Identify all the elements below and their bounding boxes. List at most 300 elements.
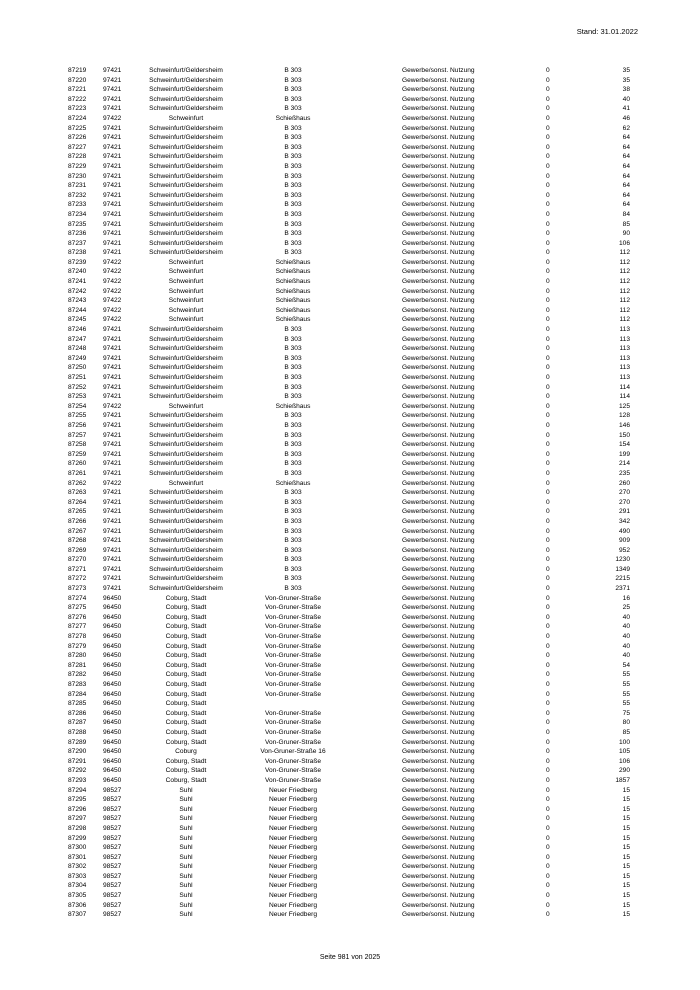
row-id: 87246 <box>68 326 87 334</box>
street: B 303 <box>284 191 302 199</box>
municipality: Schweinfurt/Geldersheim <box>149 489 223 497</box>
zero-value: 0 <box>546 297 550 305</box>
postal-code: 96450 <box>103 700 122 708</box>
size-value: 214 <box>618 460 630 468</box>
municipality: Schweinfurt/Geldersheim <box>149 537 223 545</box>
postal-code: 97421 <box>103 537 122 545</box>
size-value: 113 <box>619 326 630 334</box>
table-row <box>0 824 700 834</box>
table-row <box>0 373 700 383</box>
row-id: 87275 <box>68 604 87 612</box>
street: Von-Gruner-Straße <box>264 738 322 746</box>
municipality: Suhl <box>179 834 193 842</box>
zero-value: 0 <box>546 67 550 74</box>
postal-code: 96450 <box>103 671 122 679</box>
size-value: 146 <box>618 421 630 429</box>
zero-value: 0 <box>546 901 550 909</box>
table-row <box>0 881 700 891</box>
table-row <box>0 699 700 709</box>
size-value: 15 <box>622 834 630 842</box>
usage-type: Gewerbe/sonst. Nutzung <box>402 661 475 669</box>
street: B 303 <box>284 565 302 573</box>
postal-code: 97422 <box>103 278 122 286</box>
row-id: 87307 <box>68 911 87 919</box>
row-id: 87242 <box>68 287 87 295</box>
municipality: Schweinfurt/Geldersheim <box>149 172 223 180</box>
street: B 303 <box>284 124 302 132</box>
table-row <box>0 133 700 143</box>
zero-value: 0 <box>546 230 550 238</box>
municipality: Coburg <box>175 748 197 756</box>
usage-type: Gewerbe/sonst. Nutzung <box>402 364 475 372</box>
row-id: 87256 <box>68 421 87 429</box>
municipality: Coburg, Stadt <box>165 652 207 660</box>
municipality: Schweinfurt/Geldersheim <box>149 105 223 113</box>
usage-type: Gewerbe/sonst. Nutzung <box>402 508 475 516</box>
row-id: 87264 <box>68 498 87 506</box>
zero-value: 0 <box>546 738 550 746</box>
zero-value: 0 <box>546 681 550 688</box>
row-id: 87225 <box>68 124 87 132</box>
usage-type: Gewerbe/sonst. Nutzung <box>402 613 475 621</box>
street: B 303 <box>284 364 302 372</box>
municipality: Schweinfurt/Geldersheim <box>149 182 223 190</box>
table-row <box>0 555 700 565</box>
size-value: 55 <box>622 700 630 708</box>
size-value: 1857 <box>615 776 630 784</box>
usage-type: Gewerbe/sonst. Nutzung <box>402 834 475 842</box>
usage-type: Gewerbe/sonst. Nutzung <box>402 594 475 602</box>
zero-value: 0 <box>546 671 550 679</box>
street: Von-Gruner-Straße <box>264 690 322 698</box>
postal-code: 96450 <box>103 709 122 717</box>
usage-type: Gewerbe/sonst. Nutzung <box>402 585 475 593</box>
municipality: Schweinfurt/Geldersheim <box>149 354 223 362</box>
table-row <box>0 527 700 537</box>
row-id: 87282 <box>68 671 87 679</box>
postal-code: 98527 <box>103 911 122 919</box>
municipality: Schweinfurt/Geldersheim <box>149 153 223 161</box>
zero-value: 0 <box>546 191 550 199</box>
usage-type: Gewerbe/sonst. Nutzung <box>402 86 475 94</box>
zero-value: 0 <box>546 374 550 381</box>
row-id: 87253 <box>68 393 87 401</box>
size-value: 100 <box>618 738 630 746</box>
row-id: 87293 <box>68 776 87 784</box>
zero-value: 0 <box>546 805 550 813</box>
postal-code: 97421 <box>103 374 122 381</box>
usage-type: Gewerbe/sonst. Nutzung <box>402 268 475 276</box>
usage-type: Gewerbe/sonst. Nutzung <box>402 681 475 688</box>
postal-code: 97421 <box>103 565 122 573</box>
size-value: 342 <box>618 517 630 525</box>
postal-code: 96450 <box>103 767 122 775</box>
zero-value: 0 <box>546 892 550 900</box>
row-id: 87262 <box>68 479 87 487</box>
zero-value: 0 <box>546 450 550 458</box>
municipality: Schweinfurt <box>168 402 204 410</box>
postal-code: 96450 <box>103 613 122 621</box>
table-row <box>0 296 700 306</box>
size-value: 15 <box>622 824 630 832</box>
street: Schießhaus <box>275 287 311 295</box>
postal-code: 97421 <box>103 498 122 506</box>
street: B 303 <box>284 508 302 516</box>
postal-code: 96450 <box>103 642 122 650</box>
postal-code: 97421 <box>103 489 122 497</box>
usage-type: Gewerbe/sonst. Nutzung <box>402 565 475 573</box>
street: B 303 <box>284 249 302 257</box>
page-number: Seite 981 von 2025 <box>319 954 381 961</box>
postal-code: 97421 <box>103 421 122 429</box>
postal-code: 97421 <box>103 335 122 343</box>
row-id: 87269 <box>68 546 87 554</box>
zero-value: 0 <box>546 431 550 439</box>
size-value: 54 <box>622 661 630 669</box>
postal-code: 97422 <box>103 479 122 487</box>
row-id: 87279 <box>68 642 87 650</box>
size-value: 85 <box>622 220 630 228</box>
usage-type: Gewerbe/sonst. Nutzung <box>402 162 475 170</box>
municipality: Coburg, Stadt <box>165 633 207 641</box>
street: Neuer Friedberg <box>268 834 317 842</box>
municipality: Schweinfurt/Geldersheim <box>149 431 223 439</box>
zero-value: 0 <box>546 95 550 103</box>
postal-code: 97421 <box>103 220 122 228</box>
postal-code: 97421 <box>103 162 122 170</box>
row-id: 87224 <box>68 114 87 122</box>
table-row <box>0 210 700 220</box>
size-value: 114 <box>619 383 630 391</box>
size-value: 105 <box>618 748 630 756</box>
zero-value: 0 <box>546 402 550 410</box>
zero-value: 0 <box>546 335 550 343</box>
postal-code: 97421 <box>103 172 122 180</box>
municipality: Schweinfurt/Geldersheim <box>149 364 223 372</box>
zero-value: 0 <box>546 652 550 660</box>
municipality: Schweinfurt/Geldersheim <box>149 249 223 257</box>
table-row <box>0 200 700 210</box>
row-id: 87233 <box>68 201 87 209</box>
size-value: 40 <box>622 613 630 621</box>
table-row <box>0 507 700 517</box>
municipality: Suhl <box>179 853 193 861</box>
usage-type: Gewerbe/sonst. Nutzung <box>402 421 475 429</box>
street: Neuer Friedberg <box>268 911 317 919</box>
size-value: 106 <box>618 757 630 765</box>
size-value: 75 <box>622 709 630 717</box>
zero-value: 0 <box>546 421 550 429</box>
street: B 303 <box>284 134 302 142</box>
municipality: Schweinfurt/Geldersheim <box>149 527 223 535</box>
table-row <box>0 181 700 191</box>
table-row <box>0 267 700 277</box>
street: Schießhaus <box>275 306 311 314</box>
size-value: 25 <box>622 604 630 612</box>
street: B 303 <box>284 326 302 334</box>
zero-value: 0 <box>546 162 550 170</box>
usage-type: Gewerbe/sonst. Nutzung <box>402 153 475 161</box>
postal-code: 98527 <box>103 824 122 832</box>
zero-value: 0 <box>546 498 550 506</box>
row-id: 87281 <box>68 661 87 669</box>
street: Schießhaus <box>275 278 311 286</box>
size-value: 64 <box>622 201 630 209</box>
postal-code: 97421 <box>103 441 122 449</box>
zero-value: 0 <box>546 354 550 362</box>
street: Von-Gruner-Straße <box>264 652 322 660</box>
table-row <box>0 536 700 546</box>
postal-code: 96450 <box>103 623 122 631</box>
usage-type: Gewerbe/sonst. Nutzung <box>402 709 475 717</box>
postal-code: 96450 <box>103 661 122 669</box>
size-value: 38 <box>622 86 630 94</box>
usage-type: Gewerbe/sonst. Nutzung <box>402 220 475 228</box>
size-value: 114 <box>619 393 630 401</box>
usage-type: Gewerbe/sonst. Nutzung <box>402 719 475 727</box>
size-value: 90 <box>622 230 630 238</box>
municipality: Schweinfurt/Geldersheim <box>149 460 223 468</box>
street: B 303 <box>284 460 302 468</box>
municipality: Schweinfurt/Geldersheim <box>149 412 223 420</box>
usage-type: Gewerbe/sonst. Nutzung <box>402 738 475 746</box>
postal-code: 97421 <box>103 230 122 238</box>
usage-type: Gewerbe/sonst. Nutzung <box>402 537 475 545</box>
size-value: 15 <box>622 901 630 909</box>
zero-value: 0 <box>546 623 550 631</box>
municipality: Schweinfurt/Geldersheim <box>149 421 223 429</box>
municipality: Coburg, Stadt <box>165 613 207 621</box>
street: Schießhaus <box>275 479 311 487</box>
municipality: Suhl <box>179 796 193 804</box>
zero-value: 0 <box>546 853 550 861</box>
zero-value: 0 <box>546 201 550 209</box>
table-row <box>0 459 700 469</box>
size-value: 112 <box>619 316 630 324</box>
row-id: 87252 <box>68 383 87 391</box>
zero-value: 0 <box>546 441 550 449</box>
usage-type: Gewerbe/sonst. Nutzung <box>402 911 475 919</box>
street: B 303 <box>284 76 302 84</box>
street: B 303 <box>284 498 302 506</box>
street: B 303 <box>284 537 302 545</box>
street: Von-Gruner-Straße <box>264 776 322 784</box>
usage-type: Gewerbe/sonst. Nutzung <box>402 230 475 238</box>
size-value: 112 <box>619 268 630 276</box>
postal-code: 97421 <box>103 95 122 103</box>
zero-value: 0 <box>546 911 550 919</box>
row-id: 87289 <box>68 738 87 746</box>
municipality: Schweinfurt/Geldersheim <box>149 230 223 238</box>
table-row <box>0 258 700 268</box>
street: B 303 <box>284 201 302 209</box>
row-id: 87286 <box>68 709 87 717</box>
usage-type: Gewerbe/sonst. Nutzung <box>402 728 475 736</box>
postal-code: 98527 <box>103 796 122 804</box>
zero-value: 0 <box>546 364 550 372</box>
municipality: Schweinfurt/Geldersheim <box>149 469 223 477</box>
municipality: Schweinfurt <box>168 258 204 266</box>
zero-value: 0 <box>546 748 550 756</box>
usage-type: Gewerbe/sonst. Nutzung <box>402 815 475 823</box>
street: B 303 <box>284 575 302 583</box>
table-row <box>0 757 700 767</box>
usage-type: Gewerbe/sonst. Nutzung <box>402 805 475 813</box>
street: Neuer Friedberg <box>268 815 317 823</box>
street: Von-Gruner-Straße <box>264 757 322 765</box>
table-row <box>0 814 700 824</box>
zero-value: 0 <box>546 872 550 880</box>
usage-type: Gewerbe/sonst. Nutzung <box>402 652 475 660</box>
postal-code: 97421 <box>103 354 122 362</box>
street: B 303 <box>284 105 302 113</box>
municipality: Coburg, Stadt <box>165 700 207 708</box>
table-row <box>0 594 700 604</box>
table-row <box>0 431 700 441</box>
row-id: 87221 <box>68 86 87 94</box>
table-row <box>0 354 700 364</box>
table-row <box>0 690 700 700</box>
size-value: 40 <box>622 652 630 660</box>
row-id: 87228 <box>68 153 87 161</box>
postal-code: 97421 <box>103 460 122 468</box>
municipality: Schweinfurt/Geldersheim <box>149 95 223 103</box>
row-id: 87266 <box>68 517 87 525</box>
street: Von-Gruner-Straße <box>264 633 322 641</box>
usage-type: Gewerbe/sonst. Nutzung <box>402 287 475 295</box>
municipality: Schweinfurt <box>168 297 204 305</box>
postal-code: 96450 <box>103 681 122 688</box>
row-id: 87280 <box>68 652 87 660</box>
size-value: 199 <box>618 450 630 458</box>
row-id: 87290 <box>68 748 87 756</box>
usage-type: Gewerbe/sonst. Nutzung <box>402 489 475 497</box>
usage-type: Gewerbe/sonst. Nutzung <box>402 201 475 209</box>
zero-value: 0 <box>546 556 550 564</box>
zero-value: 0 <box>546 882 550 890</box>
table-row <box>0 853 700 863</box>
postal-code: 97421 <box>103 134 122 142</box>
table-row <box>0 680 700 690</box>
row-id: 87250 <box>68 364 87 372</box>
postal-code: 97422 <box>103 306 122 314</box>
zero-value: 0 <box>546 489 550 497</box>
size-value: 154 <box>618 441 630 449</box>
row-id: 87229 <box>68 162 87 170</box>
size-value: 15 <box>622 844 630 852</box>
usage-type: Gewerbe/sonst. Nutzung <box>402 642 475 650</box>
table-row <box>0 891 700 901</box>
municipality: Schweinfurt/Geldersheim <box>149 239 223 247</box>
usage-type: Gewerbe/sonst. Nutzung <box>402 460 475 468</box>
municipality: Coburg, Stadt <box>165 776 207 784</box>
table-row <box>0 546 700 556</box>
table-row <box>0 95 700 105</box>
postal-code: 97422 <box>103 402 122 410</box>
municipality: Coburg, Stadt <box>165 757 207 765</box>
zero-value: 0 <box>546 258 550 266</box>
zero-value: 0 <box>546 767 550 775</box>
zero-value: 0 <box>546 728 550 736</box>
postal-code: 97421 <box>103 201 122 209</box>
table-row <box>0 776 700 786</box>
table-row <box>0 344 700 354</box>
street: B 303 <box>284 335 302 343</box>
postal-code: 97421 <box>103 469 122 477</box>
municipality: Schweinfurt <box>168 287 204 295</box>
size-value: 150 <box>618 431 630 439</box>
postal-code: 98527 <box>103 872 122 880</box>
municipality: Suhl <box>179 892 193 900</box>
street: B 303 <box>284 527 302 535</box>
street: Schießhaus <box>275 297 311 305</box>
postal-code: 97421 <box>103 383 122 391</box>
street: B 303 <box>284 489 302 497</box>
table-row <box>0 306 700 316</box>
zero-value: 0 <box>546 268 550 276</box>
table-row <box>0 738 700 748</box>
usage-type: Gewerbe/sonst. Nutzung <box>402 882 475 890</box>
municipality: Schweinfurt/Geldersheim <box>149 76 223 84</box>
table-row <box>0 85 700 95</box>
postal-code: 97421 <box>103 239 122 247</box>
size-value: 270 <box>618 489 630 497</box>
table-row <box>0 104 700 114</box>
row-id: 87236 <box>68 230 87 238</box>
street: B 303 <box>284 210 302 218</box>
street: Neuer Friedberg <box>268 824 317 832</box>
street: B 303 <box>284 441 302 449</box>
postal-code: 97421 <box>103 210 122 218</box>
row-id: 87247 <box>68 335 87 343</box>
size-value: 64 <box>622 182 630 190</box>
postal-code: 97421 <box>103 450 122 458</box>
postal-code: 96450 <box>103 633 122 641</box>
table-row <box>0 786 700 796</box>
size-value: 35 <box>622 67 630 74</box>
municipality: Suhl <box>179 786 193 794</box>
municipality: Schweinfurt/Geldersheim <box>149 345 223 353</box>
stand-date: Stand: 31.01.2022 <box>576 27 638 36</box>
street: Von-Gruner-Straße <box>264 709 322 717</box>
municipality: Schweinfurt/Geldersheim <box>149 210 223 218</box>
postal-code: 97422 <box>103 287 122 295</box>
size-value: 15 <box>622 796 630 804</box>
table-row <box>0 143 700 153</box>
row-id: 87235 <box>68 220 87 228</box>
usage-type: Gewerbe/sonst. Nutzung <box>402 776 475 784</box>
zero-value: 0 <box>546 210 550 218</box>
table-row <box>0 805 700 815</box>
usage-type: Gewerbe/sonst. Nutzung <box>402 844 475 852</box>
zero-value: 0 <box>546 585 550 593</box>
table-row <box>0 335 700 345</box>
municipality: Schweinfurt/Geldersheim <box>149 383 223 391</box>
size-value: 291 <box>618 508 630 516</box>
row-id: 87234 <box>68 210 87 218</box>
street: B 303 <box>284 585 302 593</box>
street: Von-Gruner-Straße <box>264 681 322 688</box>
zero-value: 0 <box>546 575 550 583</box>
municipality: Coburg, Stadt <box>165 642 207 650</box>
municipality: Schweinfurt <box>168 316 204 324</box>
size-value: 84 <box>622 210 630 218</box>
row-id: 87223 <box>68 105 87 113</box>
size-value: 15 <box>622 863 630 871</box>
usage-type: Gewerbe/sonst. Nutzung <box>402 796 475 804</box>
zero-value: 0 <box>546 316 550 324</box>
size-value: 106 <box>618 239 630 247</box>
